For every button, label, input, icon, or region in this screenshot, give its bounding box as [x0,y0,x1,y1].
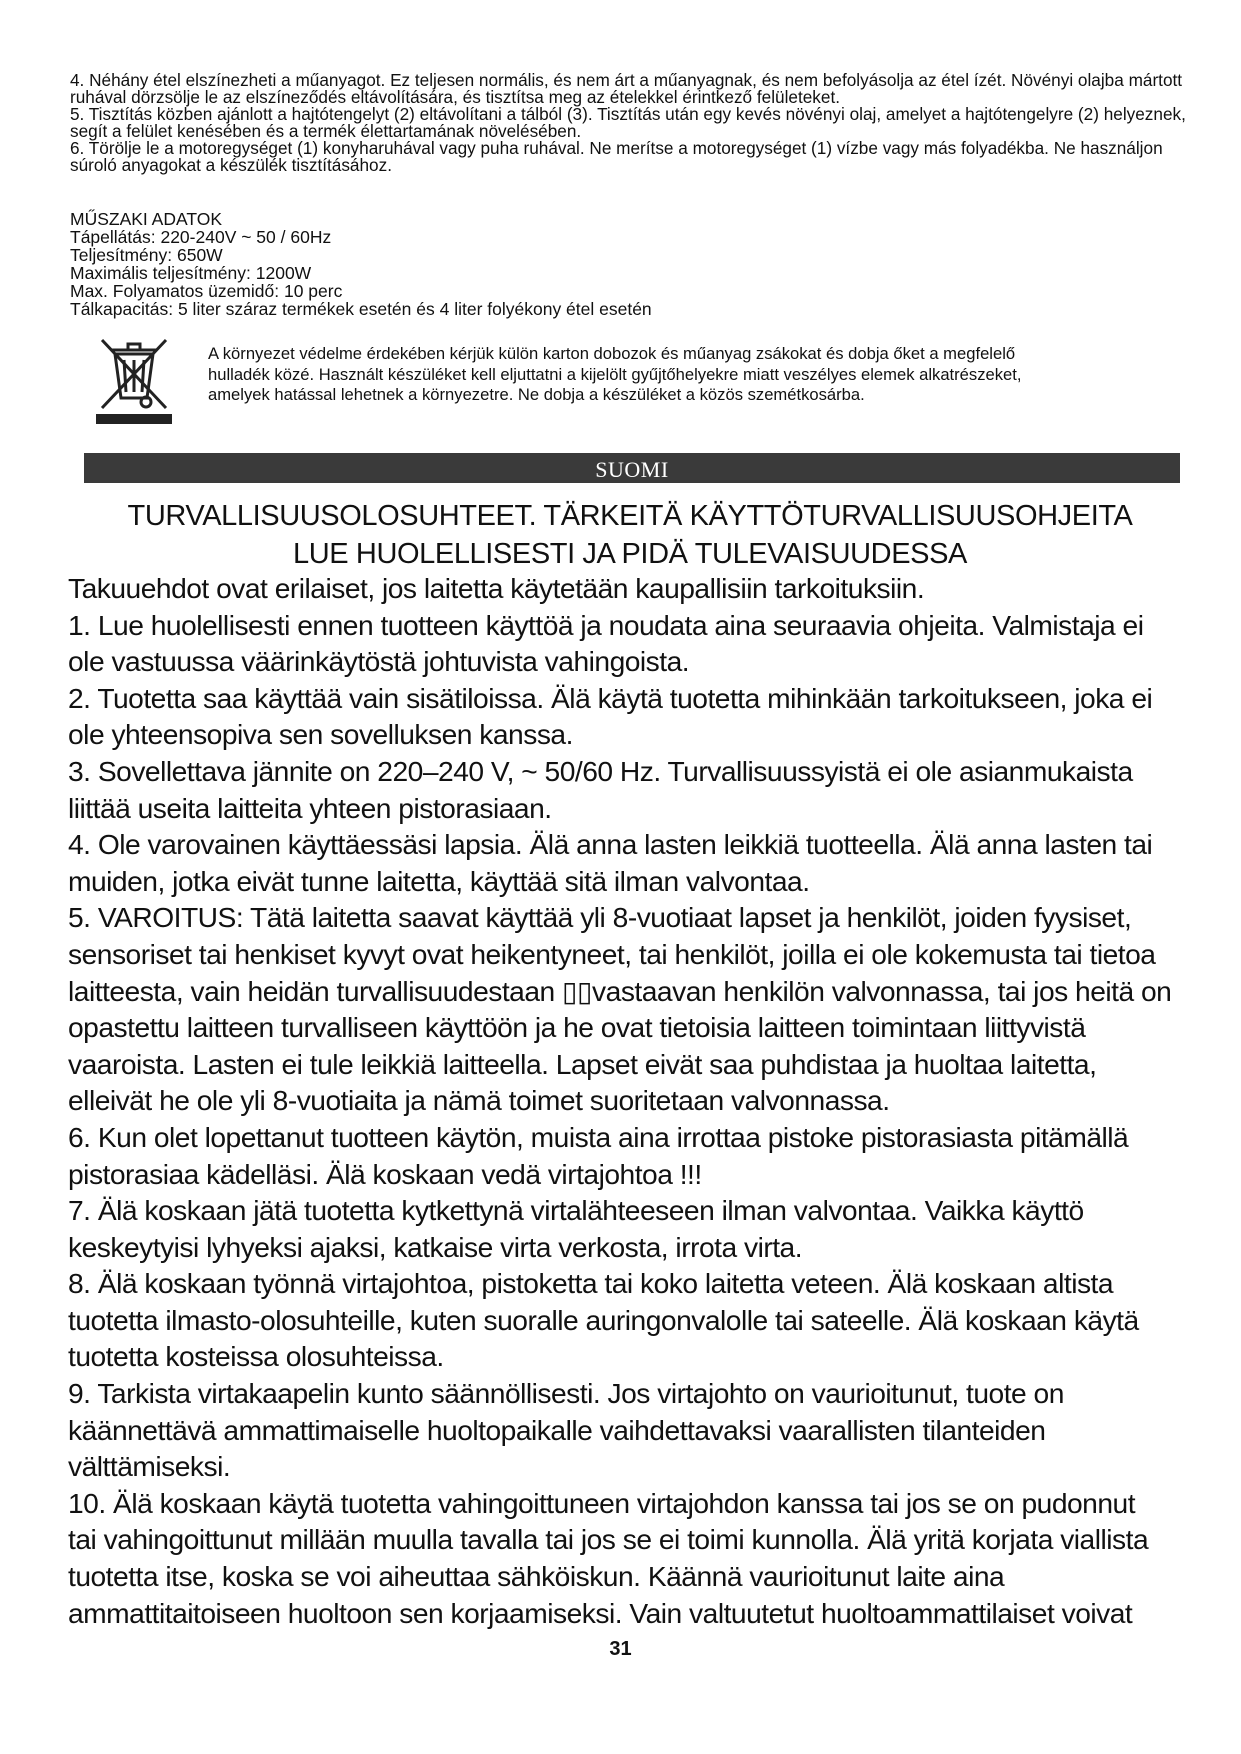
instruction-line: 4. Ole varovainen käyttäessäsi lapsia. Älä anna lasten leikkiä tuotteella. Älä anna lasten tai [68,828,1153,861]
instruction-line: Takuuehdot ovat erilaiset, jos laitetta käytetään kaupallisiin tarkoituksiin. [68,572,925,604]
instruction-line: 5. VAROITUS: Tätä laitetta saavat käyttää yli 8-vuotiaat lapset ja henkilöt, joiden fyysiset, [68,901,1132,934]
instruction-line: elleivät he ole yli 8-vuotiaita ja nämä toimet suoritetaan valvonnassa. [68,1084,890,1117]
hungarian-cleaning-section [70,72,1190,174]
instruction-line: sensoriset tai henkiset kyvyt ovat heikentyneet, tai henkilöt, joilla ei ole kokemusta tai tietoa [68,937,1156,970]
instruction-line: 8. Älä koskaan työnnä virtajohtoa, pistoketta tai koko laitetta veteen. Älä koskaan altista [68,1267,1114,1300]
finnish-title [70,497,1190,573]
technical-data-section [70,210,1170,318]
instruction-line: välttämiseksi. [68,1450,231,1483]
recycling-notice [208,344,1198,406]
technical-data-heading: MŰSZAKI ADATOK [70,209,223,229]
instruction-line: 6. Kun olet lopettanut tuotteen käytön, muista aina irrottaa pistoke pistorasiasta pitämällä [68,1120,1129,1153]
hungarian-paragraph: 6. Törölje le a motoregységet (1) konyharuhával vagy puha ruhával. Ne merítse a motoregységet (1) vízbe vagy más folyadékba. Ne használjon súroló anyagokat a készülék tisztításához. [70,138,1163,175]
instruction-line: 10. Älä koskaan käytä tuotetta vahingoittuneen virtajohdon kanssa tai jos se on pudonnut [68,1486,1136,1519]
instruction-line: pistorasiaa kädelläsi. Älä koskaan vedä virtajohtoa !!! [68,1157,702,1190]
spec-line: Max. Folyamatos üzemidő: 10 perc [70,281,343,301]
instruction-line: tuotetta ilmasto-olosuhteille, kuten suoralle auringonvalolle tai sateelle. Älä koskaan käytä [68,1303,1139,1336]
recycling-line: A környezet védelme érdekében kérjük külön karton dobozok és műanyag zsákokat és dobja őket a megfelelő [208,344,1016,363]
instruction-line: opastettu laitteen turvalliseen käyttöön ja he ovat tietoisia laitteen toimintaan liittyvistä [68,1011,1086,1044]
instruction-line: laitteesta, vain heidän turvallisuudestaan ▯▯vastaavan henkilön valvonnassa, tai jos heitä on [68,974,1172,1007]
instruction-line: tuotetta kosteissa olosuhteissa. [68,1340,444,1373]
spec-line: Tápellátás: 220-240V ~ 50 / 60Hz [70,227,332,247]
title-line: TURVALLISUUSOLOSUHTEET. TÄRKEITÄ KÄYTTÖTURVALLISUUSOHJEITA [127,500,1133,532]
recycling-line: hulladék közé. Használt készüléket kell eljuttatni a kijelölt gyűjtőhelyekre miatt veszélyes elemek alkatrészeket, [208,364,1022,384]
language-banner [84,453,1180,483]
instruction-line: käännettävä ammattimaiselle huoltopaikalle vaihdettavaksi vaarallisten tilanteiden [68,1413,1046,1446]
instruction-line: ole yhteensopiva sen sovelluksen kanssa. [68,718,573,751]
spec-line: Maximális teljesítmény: 1200W [70,263,312,283]
instruction-line: ole vastuussa väärinkäytöstä johtuvista vahingoista. [68,645,690,678]
instruction-line: liittää useita laitteita yhteen pistorasiaan. [68,791,552,824]
spec-line: Teljesítmény: 650W [70,245,223,265]
instruction-line: tuotetta itse, koska se voi aiheuttaa sähköiskun. Käännä vaurioitunut laite aina [68,1560,1005,1593]
instruction-line: 2. Tuotetta saa käyttää vain sisätiloissa. Älä käytä tuotetta mihinkään tarkoitukseen, joka ei [68,681,1153,714]
crossed-out-bin-icon [88,328,178,428]
instruction-line: tai vahingoittunut millään muulla tavalla tai jos se ei toimi kunnolla. Älä yritä korjata viallista [68,1523,1149,1556]
hungarian-paragraph: 4. Néhány étel elszínezheti a műanyagot. Ez teljesen normális, és nem árt a műanyagnak, és nem befolyásolja az étel ízét. Növényi olajba mártott ruhával dörzsölje le az elszíneződés eltávolítására, és tisztítsa meg az ételekkel érintkező felületeket. [70,70,1183,107]
finnish-safety-instructions [68,570,1198,1631]
spec-line: Tálkapacitás: 5 liter száraz termékek esetén és 4 liter folyékony étel esetén [70,299,652,319]
instruction-line: ammattitaitoiseen huoltoon sen korjaamiseksi. Vain valtuutetut huoltoammattilaiset voivat [68,1596,1133,1629]
instruction-line: keskeytyisi lyhyeksi ajaksi, katkaise virta verkosta, irrota virta. [68,1230,803,1263]
instruction-line: 9. Tarkista virtakaapelin kunto säännöllisesti. Jos virtajohto on vaurioitunut, tuote on [68,1377,1064,1410]
language-banner-label: SUOMI [595,457,669,482]
instruction-line: 1. Lue huolellisesti ennen tuotteen käyttöä ja noudata aina seuraavia ohjeita. Valmistaja ei [68,608,1144,641]
hungarian-paragraph: 5. Tisztítás közben ajánlott a hajtótengelyt (2) eltávolítani a tálból (3). Tisztítás után egy kevés növényi olaj, amelyet a hajtótengelyre (2) helyeznek, segít a felület kenésében és a termék élettartamának növelésében. [70,104,1186,141]
instruction-line: vaaroista. Lasten ei tule leikkiä laitteella. Lapset eivät saa puhdistaa ja huoltaa laitetta, [68,1047,1097,1080]
instruction-line: 3. Sovellettava jännite on 220–240 V, ~ 50/60 Hz. Turvallisuussyistä ei ole asianmukaista [68,754,1133,787]
page-number: 31 [609,1638,632,1660]
recycling-line: amelyek hatással lehetnek a környezetre. Ne dobja a készüléket a közös szemétkosárba. [208,385,865,404]
title-line: LUE HUOLELLISESTI JA PIDÄ TULEVAISUUDESSA [293,538,967,570]
instruction-line: muiden, jotka eivät tunne laitetta, käyttää sitä ilman valvontaa. [68,864,810,897]
instruction-line: 7. Älä koskaan jätä tuotetta kytkettynä virtalähteeseen ilman valvontaa. Vaikka käyttö [68,1194,1084,1227]
